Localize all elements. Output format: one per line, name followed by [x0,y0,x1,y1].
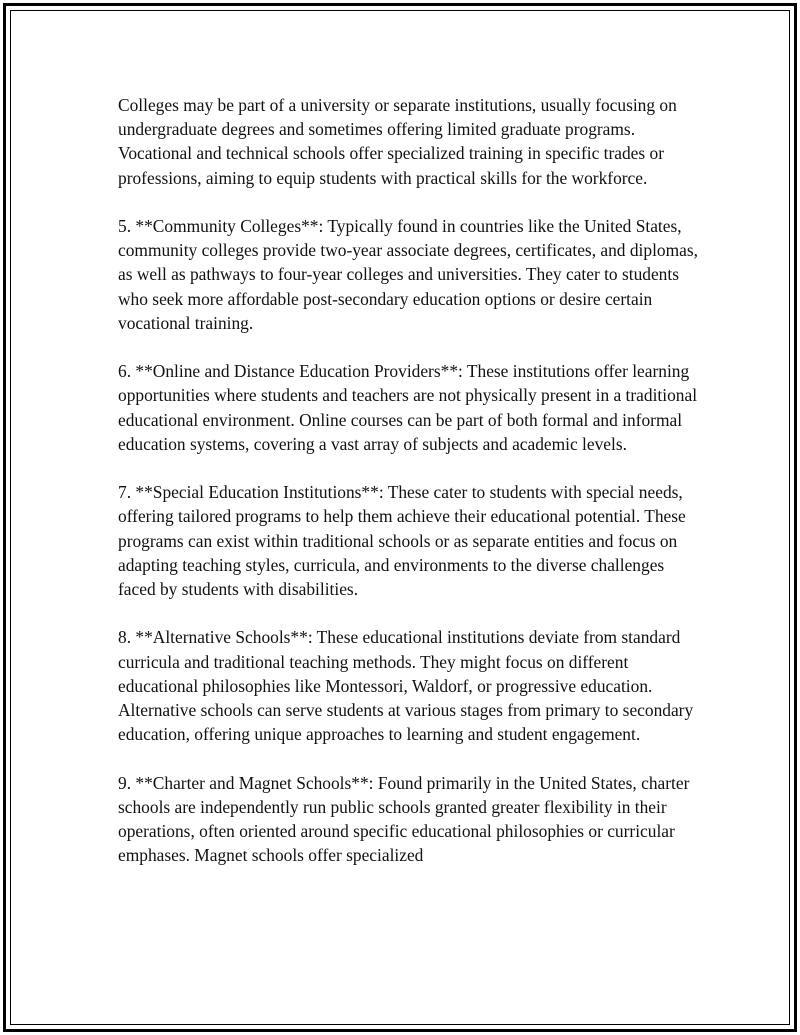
paragraph-colleges: Colleges may be part of a university or separate institutions, usually focusing on undergraduate degrees and sometimes offering limited graduate programs. Vocational and technical schools offer specialized training in specific trades or professions, aiming to equip students with practical skills for the workforce. [118,95,677,188]
paragraph-alternative-schools: 8. **Alternative Schools**: These educational institutions deviate from standard curricula and traditional teaching methods. They might focus on different educational philosophies like Montessori, Waldorf, or progressive education. Alternative schools can serve students at various stages from primary to secondary education, offering unique approaches to learning and student engagement. [118,627,694,745]
paragraph-online-distance-education: 6. **Online and Distance Education Providers**: These institutions offer learning opportunities where students and teachers are not physically present in a traditional educational environment. Online courses can be part of both formal and informal education systems, covering a vast array of subjects and academic levels. [118,361,698,454]
paragraph-community-colleges: 5. **Community Colleges**: Typically found in countries like the United States, community colleges provide two-year associate degrees, certificates, and diplomas, as well as pathways to four-year colleges and universities. They cater to students who seek more affordable post-secondary education options or desire certain vocational training. [118,216,698,333]
paragraph-charter-magnet-schools: 9. **Charter and Magnet Schools**: Found primarily in the United States, charter schools are independently run public schools granted greater flexibility in their operations, often oriented around specific educational philosophies or curricular emphases. Magnet schools offer specialized [118,772,690,866]
document-body [118,93,698,892]
paragraph-special-education: 7. **Special Education Institutions**: These cater to students with special needs, offering tailored programs to help them achieve their educational potential. These programs can exist within traditional schools or as separate entities and focus on adapting teaching styles, curricula, and environments to the diverse challenges faced by students with disabilities. [118,482,686,600]
